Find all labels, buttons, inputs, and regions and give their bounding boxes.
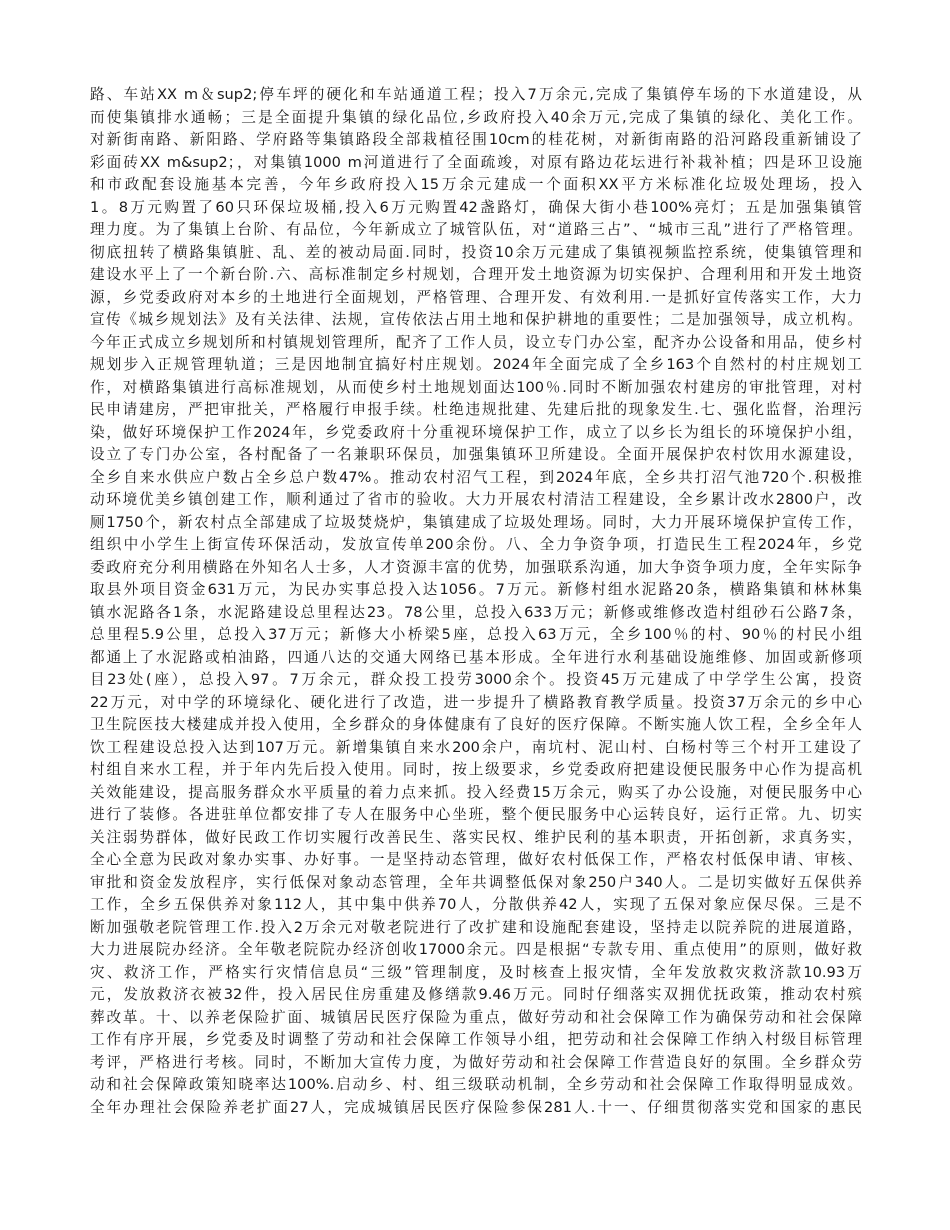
- text-line: 动和社会保障政策知晓率达100%.启动乡、村、组三级联动机制，全乡劳动和社会保障工作取得明显成效。: [90, 1076, 862, 1093]
- text-line: 设立了专门办公室，各村配备了一名兼职环保员，加强集镇环卫所建设。全面开展保护农村饮用水源建设，: [90, 446, 862, 463]
- text-line: 彻底扭转了横路集镇脏、乱、差的被动局面.同时，投资10余万元建成了集镇视频监控系统，使集镇管理和: [90, 243, 862, 261]
- text-line: 关效能建设，提高服务群众水平质量的着力点来抓。投入经费15万余元，购买了办公设施，对便民服务中心: [90, 783, 862, 801]
- text-line: 组织中小学生上街宣传环保活动，发放宣传单200余份。八、全力争资争项，打造民生工程2024年，乡党: [90, 536, 862, 553]
- text-line: 总里程5.9公里，总投入37万元；新修大小桥梁5座，总投入63万元，全乡100％的村、90％的村民小组: [90, 626, 862, 643]
- text-line: 全心全意为民政对象办实事、办好事。一是坚持动态管理，做好农村低保工作，严格农村低保申请、审核、: [90, 851, 862, 868]
- text-line: 路、车站XX m＆sup2;停车坪的硬化和车站通道工程；投入7万余元,完成了集镇停车场的下水道建设，从: [90, 86, 862, 103]
- text-line: 卫生院医技大楼建成并投入使用，全乡群众的身体健康有了良好的医疗保障。不断实施人饮工程，全乡全年人: [90, 716, 862, 733]
- text-line: 理力度。为了集镇上台阶、有品位，今年新成立了城管队伍，对“道路三占”、“城市三乱”进行了严格管理。: [90, 221, 862, 238]
- text-line: 委政府充分利用横路在外知名人士多，人才资源丰富的优势，加强联系沟通，加大争资争项力度，全年实际争: [90, 558, 862, 576]
- text-line: 断加强敬老院管理工作.投入2万余元对敬老院进行了改扩建和设施配套建设，坚持走以院养院的进展道路，: [90, 918, 862, 936]
- text-line: 作，对横路集镇进行高标准规划，从而使乡村土地规划面达100％.同时不断加强农村建房的审批管理，对村: [90, 378, 862, 396]
- text-line: 村组自来水工程，并于年内先后投入使用。同时，按上级要求，乡党委政府把建设便民服务中心作为提高机: [90, 761, 862, 778]
- text-line: 考评，严格进行考核。同时，不断加大宣传力度，为做好劳动和社会保障工作营造良好的氛围。全乡群众劳: [90, 1053, 862, 1071]
- text-line: 饮工程建设总投入达到107万元。新增集镇自来水200余户，南坑村、泥山村、白杨村等三个村开工建设了: [90, 738, 862, 756]
- text-line: 目23处(座），总投入97。7万余元，群众投工投劳3000余个。投资45万元建成了中学学生公寓，投资: [90, 671, 862, 688]
- text-line: 源，乡党委政府对本乡的土地进行全面规划，严格管理、合理开发、有效利用.一是抓好宣传落实工作，大力: [90, 288, 862, 306]
- text-line: 宣传《城乡规划法》及有关法律、法规，宣传依法占用土地和保护耕地的重要性；二是加强领导，成立机构。: [90, 311, 862, 328]
- text-line: 工作，全乡五保供养对象112人，其中集中供养70人，分散供养42人，实现了五保对象应保尽保。三是不: [90, 896, 862, 913]
- text-line: 而使集镇排水通畅；三是全面提升集镇的绿化品位,乡政府投入40余万元,完成了集镇的绿化、美化工作。: [90, 108, 862, 126]
- text-line: 染，做好环境保护工作2024年，乡党委政府十分重视环境保护工作，成立了以乡长为组长的环境保护小组，: [90, 423, 862, 441]
- text-line: 取县外项目资金631万元，为民办实事总投入达1056。7万元。新修村组水泥路20条，横路集镇和林林集: [90, 581, 862, 598]
- text-line: 葬改革。十、以养老保险扩面、城镇居民医疗保险为重点，做好劳动和社会保障工作为确保劳动和社会保障: [90, 1008, 862, 1026]
- document-page: [90, 84, 862, 1119]
- text-line: 和市政配套设施基本完善，今年乡政府投入15万余元建成一个面积XX平方米标准化垃圾处理场，投入: [90, 176, 862, 193]
- text-line: 动环境优美乡镇创建工作，顺利通过了省市的验收。大力开展农村清洁工程建设，全乡累计改水2800户，改: [90, 491, 862, 508]
- text-line: 1。8万元购置了60只环保垃圾桶,投入6万元购置42盏路灯，确保大街小巷100%亮灯；五是加强集镇管: [90, 198, 862, 216]
- text-line: 全乡自来水供应户数占全乡总户数47%。推动农村沼气工程，到2024年底，全乡共打沼气池720个.积极推: [90, 468, 862, 486]
- text-line: 灾、救济工作，严格实行灾情信息员“三级”管理制度，及时核查上报灾情，全年发放救灾救济款10.93万: [90, 963, 862, 981]
- text-line: 关注弱势群体，做好民政工作切实履行改善民生、落实民权、维护民利的基本职责，开拓创新，求真务实，: [90, 828, 862, 846]
- text-line: 镇水泥路各1条，水泥路建设总里程达23。78公里，总投入633万元；新修或维修改造村组砂石公路7条，: [90, 603, 862, 621]
- text-line: 规划步入正规管理轨道；三是因地制宜搞好村庄规划。2024年全面完成了全乡163个自然村的村庄规划工: [90, 356, 862, 373]
- text-line: 全年办理社会保险养老扩面27人，完成城镇居民医疗保险参保281人.十一、仔细贯彻落实党和国家的惠民: [90, 1098, 862, 1116]
- text-line: 对新街南路、新阳路、学府路等集镇路段全部栽植径围10cm的桂花树，对新街南路的沿河路段重新铺设了: [90, 131, 862, 148]
- text-line: 建设水平上了一个新台阶.六、高标准制定乡村规划，合理开发土地资源为切实保护、合理利用和开发土地资: [90, 266, 862, 283]
- text-line: 工作有序开展，乡党委及时调整了劳动和社会保障工作领导小组，把劳动和社会保障工作纳入村级目标管理: [90, 1031, 862, 1048]
- text-line: 今年正式成立乡规划所和村镇规划管理所，配齐了工作人员，设立专门办公室，配齐办公设备和用品，使乡村: [90, 333, 862, 351]
- text-line: 彩面砖XX m&sup2；，对集镇1000 m河道进行了全面疏竣，对原有路边花坛进行补栽补植；四是环卫设施: [90, 153, 862, 171]
- text-line: 大力进展院办经济。全年敬老院院办经济创收17000余元。四是根据“专款专用、重点使用”的原则，做好救: [90, 941, 862, 958]
- text-line: 22万元，对中学的环境绿化、硬化进行了改造，进一步提升了横路教育教学质量。投资37万余元的乡中心: [90, 693, 862, 711]
- text-line: 都通上了水泥路或柏油路，四通八达的交通大网络已基本形成。全年进行水利基础设施维修、加固或新修项: [90, 648, 862, 666]
- text-line: 审批和资金发放程序，实行低保对象动态管理，全年共调整低保对象250户340人。二是切实做好五保供养: [90, 873, 862, 891]
- text-line: 民申请建房，严把审批关，严格履行申报手续。杜绝违规批建、先建后批的现象发生.七、强化监督，治理污: [90, 401, 862, 418]
- text-line: 进行了装修。各进驻单位都安排了专人在服务中心坐班，整个便民服务中心运转良好，运行正常。九、切实: [90, 806, 862, 823]
- text-line: 厕1750个，新农村点全部建成了垃圾焚烧炉，集镇建成了垃圾处理场。同时，大力开展环境保护宣传工作，: [90, 513, 862, 531]
- text-line: 元，发放救济衣被32件，投入居民住房重建及修缮款9.46万元。同时仔细落实双拥优抚政策，推动农村殡: [90, 986, 862, 1003]
